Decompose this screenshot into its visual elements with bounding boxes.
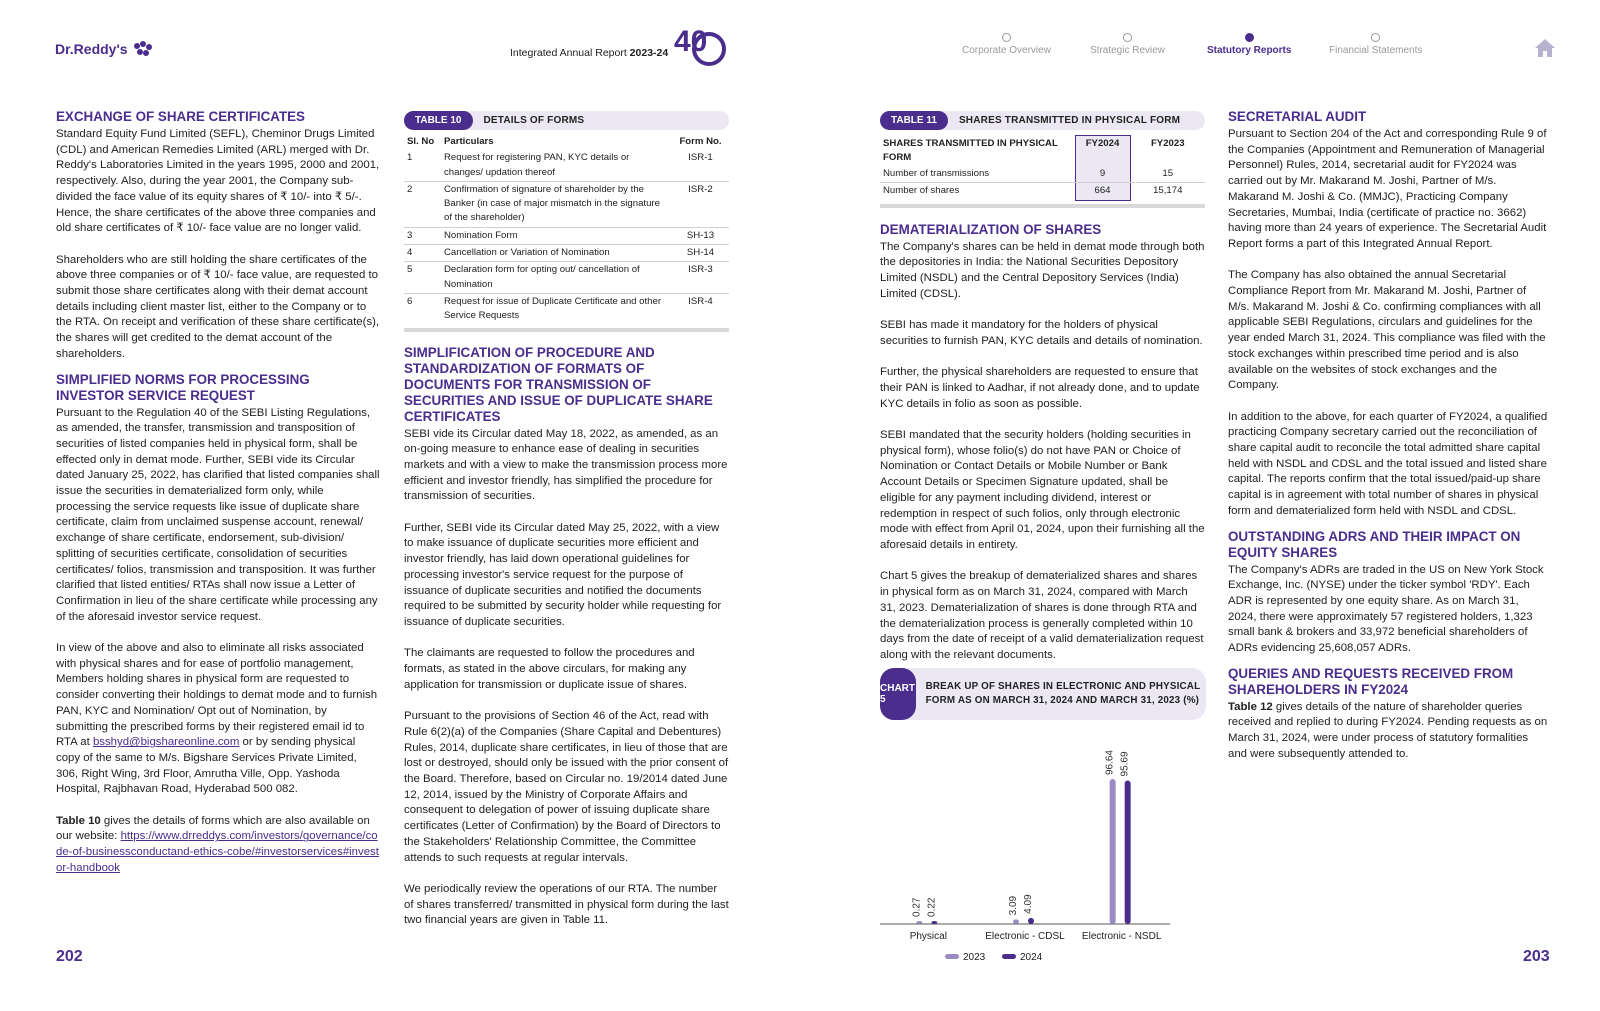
- chart-bar-2024-electronic-cdsl: [1028, 918, 1034, 924]
- table-row: Number of transmissions 9 15: [880, 166, 1205, 183]
- right-column-2: [1228, 109, 1550, 763]
- table-row: 4 Cancellation or Variation of Nomination SH-14: [404, 245, 729, 262]
- chart-data-label: 0.27: [911, 897, 923, 917]
- nav-financial-statements[interactable]: Financial Statements: [1329, 33, 1422, 56]
- chart-5-plot: [880, 724, 1206, 984]
- exchange-heading: EXCHANGE OF SHARE CERTIFICATES: [56, 109, 305, 124]
- queries-heading: QUERIES AND REQUESTS RECEIVED FROM SHAREHOLDERS IN FY2024: [1228, 665, 1514, 697]
- company-logo[interactable]: [55, 40, 154, 58]
- table-header: FY2024: [1075, 136, 1130, 167]
- demat-paragraph-3: Further, the physical shareholders are requested to ensure that their PAN is linked to Aadhar, if not already done, and to update KYC details in folio as soon as possible.: [880, 366, 1200, 410]
- demat-paragraph-1: The Company's shares can be held in demat mode through both the depositories in India: the National Securities Depository Limited (NSDL) and the Central Depository Services (India) Limited (CDSL).: [880, 240, 1205, 300]
- logo-text: Dr.Reddy's: [55, 41, 128, 57]
- legend-swatch-2023: [945, 954, 959, 959]
- chart-data-label: 3.09: [1008, 895, 1019, 916]
- logo-hearts-icon: [132, 40, 154, 58]
- chart-data-label: 4.09: [1023, 894, 1034, 914]
- demat-paragraph-2: SEBI has made it mandatory for the holders of physical securities to furnish PAN, KYC details and details of nomination.: [880, 319, 1203, 347]
- chart-category-label: Physical: [909, 931, 947, 942]
- legend-label-2024: 2024: [1020, 952, 1043, 963]
- simplified-norms-heading: SIMPLIFIED NORMS FOR PROCESSING INVESTOR SERVICE REQUEST: [56, 371, 310, 403]
- simplified-paragraph-3: Table 10 gives the details of forms which are also available on our website: https://www.drreddys.com/investors/governance/code-of-businessconductand-ethics-cobe/#investorservices#investor-handbook: [56, 814, 379, 874]
- nav-statutory-reports[interactable]: Statutory Reports: [1207, 33, 1291, 56]
- chart-bar-2023-electronic-cdsl: [1013, 919, 1019, 924]
- table-11: [880, 111, 1205, 208]
- rta-email-link[interactable]: bsshyd@bigshareonline.com: [92, 736, 240, 749]
- table-row: 3 Nomination Form SH-13: [404, 227, 729, 244]
- simplified-paragraph-2: In view of the above and also to eliminate all risks associated with physical shares and for ease of portfolio management, Members holding shares in physical form are requested to consider converting their holdings to demat mode and to furnish PAN, KYC and Nomination/ Opt out of Nomination, by submitting the prescribed forms by their registered email id to RTA at bsshyd@bigshareonline.com or by sending physical copy of the same to M/s. Bigshare Services Private Limited, 306, Right Wing, 3rd Floor, Amrutha Ville, Opp. Yashoda Hospital, Rajbhavan Road, Hyderabad 500 082.: [56, 642, 378, 796]
- chart-data-label: 96.64: [1104, 750, 1116, 776]
- nav-dot-icon: [1002, 33, 1011, 42]
- demat-heading: DEMATERIALIZATION OF SHARES: [880, 221, 1102, 237]
- secretarial-paragraph-1: Pursuant to Section 204 of the Act and corresponding Rule 9 of the Companies (Appointment and Remuneration of Managerial Personnel) Rules, 2014, secretarial audit for FY2024 was carried out by Mr. Makarand M. Joshi, Partner of M/s. Makarand M. Joshi & Co. (MMJC), Practicing Company Secretaries, Mumbai, India (certificate of practice no. 3662) having more than 24 years of experience. The Secretarial Audit Report forms a part of this Integrated Annual Report.: [1228, 128, 1547, 250]
- page-number-left: 202: [56, 948, 83, 965]
- chart-5: [880, 668, 1206, 984]
- legend-swatch-2024: [1002, 954, 1016, 959]
- table-header: Form No.: [679, 136, 722, 147]
- nav-dot-icon: [1371, 33, 1380, 42]
- chart-bar-2023-electronic-nsdl: [1110, 779, 1116, 924]
- table-row: 5 Declaration form for opting out/ cancellation of Nomination ISR-3: [404, 262, 729, 294]
- table-10-bottom-rule: [404, 328, 729, 332]
- table-row: 1 Request for registering PAN, KYC details or changes/ updation thereof ISR-1: [404, 150, 729, 181]
- exchange-paragraph-1: Standard Equity Fund Limited (SEFL), Cheminor Drugs Limited (CDL) and American Remedies Limited (ARL) merged with Dr. Reddy's Laboratories Limited in the years 1995, 2000 and 2001, respectively. Also, during the year 2001, the Company sub-divided the face value of its equity shares of ₹ 10/- into ₹ 5/-. Hence, the share certificates of the above three companies and old share certificates of ₹ 10/- face value are no longer valid.: [56, 128, 380, 235]
- home-icon[interactable]: [1533, 37, 1557, 64]
- anniversary-40-logo: 40: [672, 27, 730, 67]
- report-year: 2023-24: [629, 47, 669, 59]
- secretarial-paragraph-2: The Company has also obtained the annual Secretarial Compliance Report from Mr. Makarand M. Joshi, Partner of M/s. Makarand M. Joshi & Co. confirming compliances with all applicable SEBI Regulations, circulars and guidelines for the year ended March 31, 2024. This compliance was filed with the stock exchanges within prescribed time period and is also available on the websites of stock exchanges and the Company.: [1228, 269, 1546, 392]
- chart-5-caption: BREAK UP OF SHARES IN ELECTRONIC AND PHYSICAL FORM AS ON MARCH 31, 2024 AND MARCH 31, 2023 (%): [925, 680, 1201, 706]
- table-11-tag: TABLE 11: [880, 111, 948, 130]
- demat-paragraph-5: Chart 5 gives the breakup of dematerialized shares and shares in physical form as on March 31, 2024, compared with March 31, 2023. Dematerialization of shares is done through RTA and the dematerialization process is generally completed within 10 days from the date of receipt of a valid dematerialization request along with the relevant documents.: [880, 570, 1204, 661]
- investor-handbook-link[interactable]: https://www.drreddys.com/investors/governance/code-of-businessconductand-ethics-cobe/#investorservices#investor-handbook: [56, 830, 379, 874]
- table-10-tag: TABLE 10: [404, 111, 473, 130]
- simplification-heading: SIMPLIFICATION OF PROCEDURE AND STANDARDIZATION OF FORMATS OF DOCUMENTS FOR TRANSMISSION OF SECURITIES AND ISSUE OF DUPLICATE SHARE CERTIFICATES: [404, 344, 713, 424]
- chart-5-header: [880, 668, 1206, 720]
- simplification-paragraph-5: We periodically review the operations of our RTA. The number of shares transferred/ transmitted in physical form during the last two financial years are given in Table 11.: [404, 882, 729, 927]
- chart-category-label: Electronic - CDSL: [985, 931, 1065, 942]
- simplification-paragraph-2: Further, SEBI vide its Circular dated May 25, 2022, with a view to make issuance of duplicate securities more efficient and investor friendly, has laid down operational guidelines for processing investor's service request for the purpose of issuance of duplicate securities and notified the documents required to be submitted by security holder while requesting for issuance of duplicate securities.: [404, 521, 722, 628]
- chart-5-tag: CHART 5: [880, 668, 916, 720]
- chart-category-label: Electronic - NSDL: [1081, 931, 1162, 942]
- table-header: Sl. No: [407, 136, 435, 147]
- simplification-paragraph-3: The claimants are requested to follow the procedures and formats, as stated in the above circulars, for making any application for transmission or duplicate issue of shares.: [404, 647, 695, 691]
- nav-dot-icon: [1245, 33, 1254, 42]
- adrs-heading: OUTSTANDING ADRS AND THEIR IMPACT ON EQUITY SHARES: [1228, 528, 1521, 560]
- nav-strategic-review[interactable]: Strategic Review: [1090, 33, 1165, 56]
- legend-label-2023: 2023: [963, 952, 986, 963]
- table-row: 6 Request for issue of Duplicate Certificate and other Service Requests ISR-4: [407, 295, 713, 322]
- table-10: [404, 111, 729, 332]
- page-number-right: 203: [1523, 948, 1550, 965]
- table-11-bottom-rule: [880, 204, 1205, 208]
- table-11-caption: SHARES TRANSMITTED IN PHYSICAL FORM: [958, 115, 1181, 126]
- nav-corporate-overview[interactable]: Corporate Overview: [962, 33, 1051, 56]
- report-title: Integrated Annual Report 2023-24: [510, 47, 669, 59]
- table-10-header: [404, 111, 729, 130]
- nav-dot-icon: [1123, 33, 1132, 42]
- secretarial-audit-heading: SECRETARIAL AUDIT: [1228, 109, 1367, 124]
- table-row: 2 Confirmation of signature of shareholder by the Banker (in case of major mismatch in the signature of the shareholder) ISR-2: [404, 181, 729, 227]
- demat-paragraph-4: SEBI mandated that the security holders (holding securities in physical form), whose folio(s) do not have PAN or Choice of Nomination or Contact Details or Mobile Number or Bank Account Details or Specimen Signature updated, shall be eligible for any payment including dividend, interest or redemption in respect of such folios, only through electronic mode with effect from April 01, 2024, upon their furnishing all the aforesaid details in entirety.: [880, 429, 1205, 551]
- adrs-paragraph: The Company's ADRs are traded in the US on New York Stock Exchange, Inc. (NYSE) under the ticker symbol 'RDY'. Each ADR is represented by one equity share. As on March 31, 2024, there were approximately 57 registered holders, 1,323 small bank & brokers and 33,972 beneficial shareholders of ADRs evidencing 25,608,057 ADRs.: [1228, 563, 1544, 655]
- table-11-header: [880, 111, 1205, 130]
- simplified-paragraph-1: Pursuant to the Regulation 40 of the SEBI Listing Regulations, as amended, the transfer, transmission and transposition of securities of listed companies held in physical form, shall be effected only in demat mode. Further, SEBI vide its Circular dated January 25, 2022, has clarified that listed companies shall issue the securities in dematerialized form only, while processing the service requests like issue of duplicate share certificate, claim from unclaimed suspense account, renewal/ exchange of share certificate, endorsement, sub-division/ splitting of securities certificate, consolidation of securities certificates/ folios, transmission and transposition. It was further clarified that listed entities/ RTAs shall now issue a Letter of Confirmation in lieu of the share certificate while processing any of the aforesaid investor service request.: [56, 406, 380, 623]
- table-row: Number of shares 664 15,174: [880, 183, 1205, 200]
- table-header: FY2023: [1150, 137, 1185, 149]
- table-header: Particulars: [444, 136, 494, 147]
- chart-bar-2024-electronic-nsdl: [1125, 780, 1131, 924]
- chart-data-label: 95.69: [1119, 751, 1131, 777]
- chart-data-label: 0.22: [926, 897, 938, 917]
- left-column-2: [404, 111, 729, 929]
- chart-bar-2024-physical: [931, 921, 937, 924]
- table-10-caption: DETAILS OF FORMS: [483, 115, 585, 126]
- right-column-1: [880, 111, 1205, 664]
- secretarial-paragraph-3: In addition to the above, for each quarter of FY2024, a qualified practicing Company secretary carried out the reconciliation of share capital audit to reconcile the total admitted share capital held with NSDL and CDSL and the total issued and listed share capital. The reports confirm that the total issued/paid-up share capital is in agreement with total number of shares in physical form and dematerialized form held with NSDL and CDSL.: [1228, 410, 1548, 517]
- chart-bar-2023-physical: [916, 921, 922, 924]
- table-header: SHARES TRANSMITTED IN PHYSICAL FORM: [883, 137, 1058, 163]
- left-column-1: [56, 109, 381, 877]
- queries-paragraph: Table 12 gives details of the nature of shareholder queries received and replied to during FY2024. Pending requests as on March 31, 2024, were under process of statutory formalities and were subsequently attended to.: [1228, 700, 1548, 760]
- simplification-paragraph-4: Pursuant to the provisions of Section 46 of the Act, read with Rule 6(2)(a) of the Companies (Share Capital and Debentures) Rules, 2014, duplicate share certificates, in lieu of those that are lost or destroyed, should only be issued with the prior consent of the Board. Therefore, based on Circular no. 19/2014 dated June 12, 2014, issued by the Ministry of Corporate Affairs and consequent to delegation of power of issuing duplicate share certificates (Letter of Confirmation) by the Board of Directors to the Stakeholders' Relationship Committee, the Committee attends to such requests at regular intervals.: [404, 710, 729, 864]
- simplification-paragraph-1: SEBI vide its Circular dated May 18, 2022, as amended, as an on-going measure to enhance ease of dealing in securities markets and with a view to make the transmission process more efficient and investor friendly, has simplified the procedure for transmission of securities.: [404, 427, 728, 503]
- exchange-paragraph-2: Shareholders who are still holding the share certificates of the above three companies or of ₹ 10/- face value, are requested to submit those share certificates along with their demat account details including client master list, either to the Company or to the RTA. On receipt and verification of these share certificate(s), the shares will get credited to the demat account of the shareholders.: [56, 253, 380, 360]
